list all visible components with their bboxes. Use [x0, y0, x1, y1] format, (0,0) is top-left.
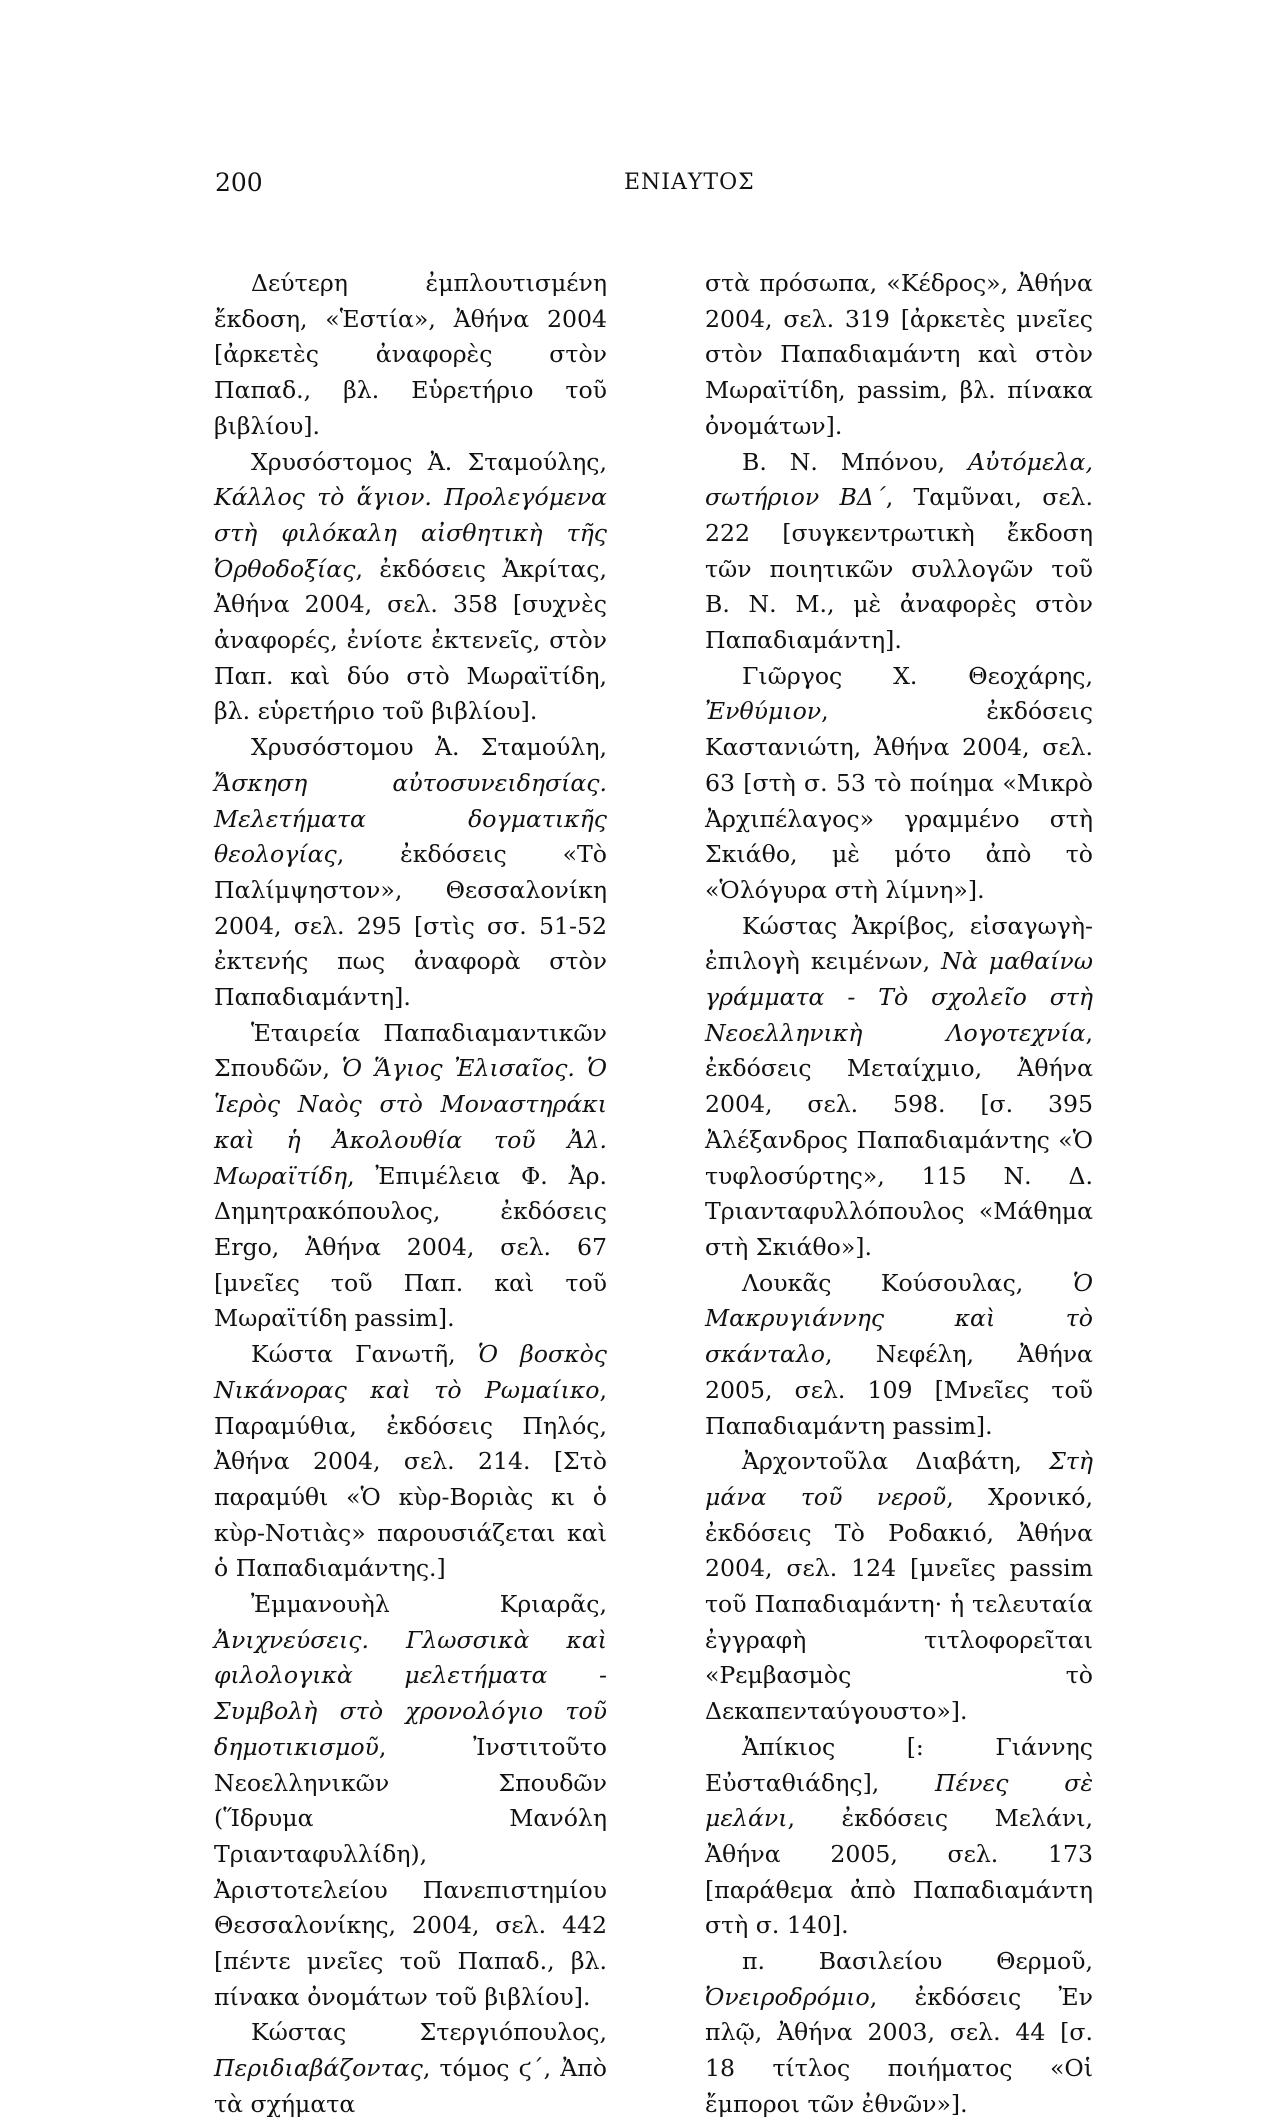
book-title: Κάλλος τὸ ἅγιον. Προλεγόμενα στὴ φιλόκαλη αἰσθητικὴ τῆς Ὀρθοδοξίας — [214, 483, 607, 583]
bibliography-entry-continued: στὰ πρόσωπα, «Κέδρος», Ἀθήνα 2004, σελ. 319 [ἀρκετὲς μνεῖες στὸν Παπαδιαμάντη καὶ στὸν Μωραϊτίδη, passim, βλ. πίνακα ὀνομάτων]. — [705, 269, 1093, 440]
page-number: 200 — [215, 168, 263, 197]
bibliography-entry: Χρυσόστομος Ἀ. Σταμούλης, Κάλλος τὸ ἅγιον. Προλεγόμενα στὴ φιλόκαλη αἰσθητικὴ τῆς Ὀρθοδοξίας, ἐκδόσεις Ἀκρίτας, Ἀθήνα 2004, σελ. 358 [συχνὲς ἀναφορές, ἐνίοτε ἐκτενεῖς, στὸν Παπ. καὶ δύο στὸ Μωραϊτίδη, βλ. εὑρετήριο τοῦ βιβλίου]. — [214, 447, 607, 726]
book-title: Περιδιαβάζοντας — [214, 2054, 423, 2083]
running-head: ΕΝΙΑΥΤΟΣ — [624, 170, 755, 195]
bibliography-entry: Ἑταιρεία Παπαδιαμαντικῶν Σπουδῶν, Ὁ Ἅγιος Ἐλισαῖος. Ὁ Ἱερὸς Ναὸς στὸ Μοναστηράκι καὶ ἡ Ἀκολουθία τοῦ Ἀλ. Μωραϊτίδη, Ἐπιμέλεια Φ. Ἀρ. Δημητρακόπουλος, ἐκδόσεις Ergo, Ἀθήνα 2004, σελ. 67 [μνεῖες τοῦ Παπ. καὶ τοῦ Μωραϊτίδη passim]. — [214, 1018, 607, 1333]
book-title: Ἀνιχνεύσεις. Γλωσσικὰ καὶ φιλολογικὰ μελετήματα - Συμβολὴ στὸ χρονολόγιο τοῦ δημοτικισμοῦ — [214, 1625, 607, 1761]
bibliography-entry: Ἀρχοντοῦλα Διαβάτη, Στὴ μάνα τοῦ νεροῦ, Χρονικό, ἐκδόσεις Τὸ Ροδακιό, Ἀθήνα 2004, σελ. 124 [μνεῖες passim τοῦ Παπαδιαμάντη· ἡ τελευταία ἐγγραφὴ τιτλοφορεῖται «Ρεμβασμὸς τὸ Δεκαπενταύγουστο»]. — [705, 1447, 1093, 1726]
bibliography-entry: Λουκᾶς Κούσουλας, Ὁ Μακρυγιάννης καὶ τὸ σκάνταλο, Νεφέλη, Ἀθήνα 2005, σελ. 109 [Μνεῖες τοῦ Παπαδιαμάντη passim]. — [705, 1268, 1093, 1440]
right-column — [705, 266, 1093, 2123]
bibliography-entry: Ἀπίκιος [: Γιάννης Εὐσταθιάδης], Πένες σὲ μελάνι, ἐκδόσεις Μελάνι, Ἀθήνα 2005, σελ. 173 [παράθεμα ἀπὸ Παπαδιαμάντη στὴ σ. 140]. — [705, 1732, 1093, 1940]
book-title: Νὰ μαθαίνω γράμματα - Τὸ σχολεῖο στὴ Νεοελληνικὴ Λογοτεχνία — [705, 947, 1093, 1047]
bibliography-entry: Κώστας Ἀκρίβος, εἰσαγωγὴ-ἐπιλογὴ κειμένων, Νὰ μαθαίνω γράμματα - Τὸ σχολεῖο στὴ Νεοελληνικὴ Λογοτεχνία, ἐκδόσεις Μεταίχμιο, Ἀθήνα 2004, σελ. 598. [σ. 395 Ἀλέξανδρος Παπαδιαμάντης «Ὁ τυφλοσύρτης», 115 Ν. Δ. Τριανταφυλλόπουλος «Μάθημα στὴ Σκιάθο»]. — [705, 911, 1093, 1261]
book-title: Ἄσκηση αὐτοσυνειδησίας. Μελετήματα δογματικῆς θεολογίας — [214, 768, 607, 869]
book-title: Ἐνθύμιον — [705, 697, 822, 726]
bibliography-entry: Δεύτερη ἐμπλουτισμένη ἔκδοση, «Ἑστία», Ἀθήνα 2004 [ἀρκετὲς ἀναφορὲς στὸν Παπαδ., βλ. Εὑρετήριο τοῦ βιβλίου]. — [214, 269, 607, 440]
book-title: Στὴ μάνα τοῦ νεροῦ — [705, 1447, 1093, 1511]
book-title: Αὐτόμελα, σωτήριον ΒΔ΄ — [705, 447, 1093, 512]
left-column — [214, 266, 607, 2123]
book-title: Ὁ Μακρυγιάννης καὶ τὸ σκάνταλο — [705, 1268, 1093, 1369]
bibliography-entry: Β. Ν. Μπόνου, Αὐτόμελα, σωτήριον ΒΔ΄, Ταμῦναι, σελ. 222 [συγκεντρωτικὴ ἔκδοση τῶν ποιητικῶν συλλογῶν τοῦ Β. Ν. Μ., μὲ ἀναφορὲς στὸν Παπαδιαμάντη]. — [705, 447, 1093, 655]
bibliography-entry: Κώστα Γανωτῆ, Ὁ βοσκὸς Νικάνορας καὶ τὸ Ρωμαίικο, Παραμύθια, ἐκδόσεις Πηλός, Ἀθήνα 2004, σελ. 214. [Στὸ παραμύθι «Ὁ κὺρ-Βοριὰς κι ὁ κὺρ-Νοτιὰς» παρουσιάζεται καὶ ὁ Παπαδιαμάντης.] — [214, 1340, 607, 1583]
page-header — [215, 168, 1025, 208]
book-title: Ὁ Ἅγιος Ἐλισαῖος. Ὁ Ἱερὸς Ναὸς στὸ Μοναστηράκι καὶ ἡ Ἀκολουθία τοῦ Ἀλ. Μωραϊτίδη — [214, 1054, 607, 1190]
bibliography-entry: π. Βασιλείου Θερμοῦ, Ὀνειροδρόμιο, ἐκδόσεις Ἐν πλῷ, Ἀθήνα 2003, σελ. 44 [σ. 18 τίτλος ποιήματος «Οἱ ἔμποροι τῶν ἐθνῶν»]. — [705, 1947, 1093, 2118]
book-title: Πένες σὲ μελάνι — [705, 1768, 1093, 1833]
bibliography-entry: Ἐμμανουὴλ Κριαρᾶς, Ἀνιχνεύσεις. Γλωσσικὰ καὶ φιλολογικὰ μελετήματα - Συμβολὴ στὸ χρονολόγιο τοῦ δημοτικισμοῦ, Ἰνστιτοῦτο Νεοελληνικῶν Σπουδῶν (Ἵδρυμα Μανόλη Τριανταφυλλίδη), Ἀριστοτελείου Πανεπιστημίου Θεσσαλονίκης, 2004, σελ. 442 [πέντε μνεῖες τοῦ Παπαδ., βλ. πίνακα ὀνομάτων τοῦ βιβλίου]. — [214, 1590, 607, 2011]
book-title: Ὁ βοσκὸς Νικάνορας καὶ τὸ Ρωμαίικο — [214, 1340, 607, 1404]
bibliography-entry: Γιῶργος Χ. Θεοχάρης, Ἐνθύμιον, ἐκδόσεις Καστανιώτη, Ἀθήνα 2004, σελ. 63 [στὴ σ. 53 τὸ ποίημα «Μικρὸ Ἀρχιπέλαγος» γραμμένο στὴ Σκιάθο, μὲ μότο ἀπὸ τὸ «Ὁλόγυρα στὴ λίμνη»]. — [705, 661, 1093, 904]
bibliography-entry: Χρυσόστομου Ἀ. Σταμούλη, Ἄσκηση αὐτοσυνειδησίας. Μελετήματα δογματικῆς θεολογίας, ἐκδόσεις «Τὸ Παλίμψηστον», Θεσσαλονίκη 2004, σελ. 295 [στὶς σσ. 51-52 ἐκτενής πως ἀναφορὰ στὸν Παπαδιαμάντη]. — [214, 733, 607, 1012]
book-title: Ὀνειροδρόμιο — [705, 1982, 870, 2011]
bibliography-entry: Κώστας Στεργιόπουλος, Περιδιαβάζοντας, τόμος ϛ΄, Ἀπὸ τὰ σχήματα — [214, 2018, 607, 2118]
